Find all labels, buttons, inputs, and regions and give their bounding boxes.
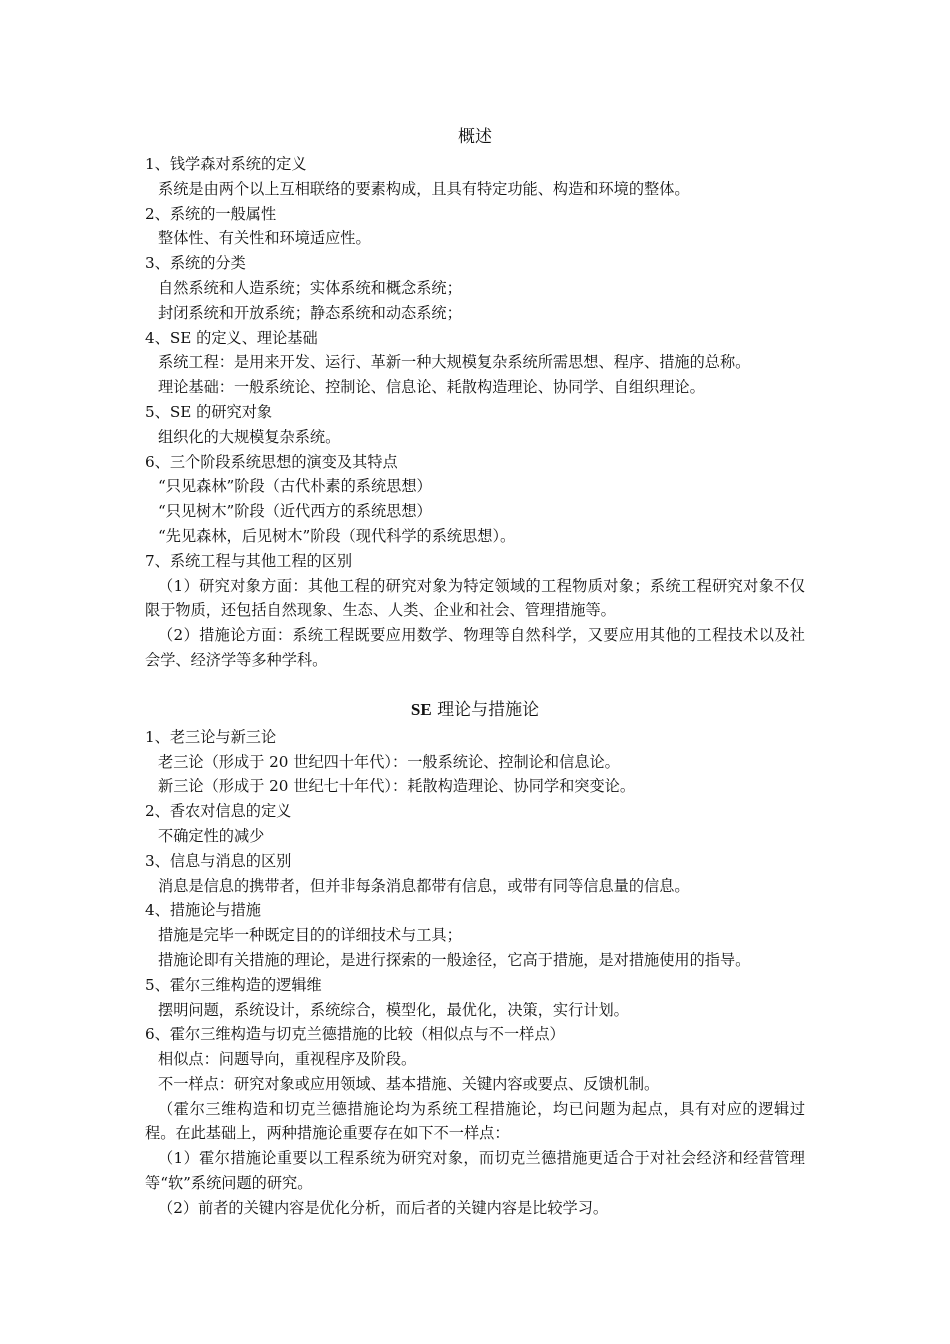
item-heading: 2、香农对信息的定义 [145, 802, 292, 821]
item-text: 封闭系统和开放系统；静态系统和动态系统； [158, 303, 462, 322]
document-body [145, 122, 805, 1221]
section-se-theory [145, 725, 805, 1221]
item-heading: 2、系统的一般属性 [145, 204, 277, 223]
item-heading: 5、SE 的研究对象 [145, 402, 273, 421]
item-text: 自然系统和人造系统；实体系统和概念系统； [158, 278, 462, 297]
item-text: 不确定性的减少 [158, 826, 265, 845]
section-title-overview: 概述 [458, 127, 492, 147]
item-heading: 4、SE 的定义、理论基础 [145, 328, 318, 347]
item-heading: 4、措施论与措施 [145, 901, 261, 920]
section-title-se-theory [145, 695, 805, 725]
item-text: 老三论（形成于 20 世纪四十年代）：一般系统论、控制论和信息论。 [158, 752, 620, 771]
section-overview [145, 152, 805, 673]
item-text: 组织化的大规模复杂系统。 [158, 427, 341, 446]
item-paragraph: （1）霍尔措施论重要以工程系统为研究对象，而切克兰德措施更适合于对社会经济和经营管理等“软”系统问题的研究。 [145, 1149, 805, 1193]
item-text: “只见树木”阶段（近代西方的系统思想） [158, 502, 432, 521]
item-text: 系统工程：是用来开发、运行、革新一种大规模复杂系统所需思想、程序、措施的总称。 [158, 353, 751, 372]
item-text: 不一样点：研究对象或应用领域、基本措施、关键内容或要点、反馈机制。 [158, 1074, 660, 1093]
section-title-rest: 理论与措施论 [431, 699, 540, 720]
item-paragraph: （2）措施论方面：系统工程既要应用数学、物理等自然科学，又要应用其他的工程技术以及社会学、经济学等多种学科。 [145, 626, 805, 669]
item-text: 措施是完毕一种既定目的的详细技术与工具； [158, 926, 462, 945]
item-text: 摆明问题，系统设计，系统综合，模型化，最优化，决策，实行计划。 [158, 1000, 629, 1019]
item-heading: 1、老三论与新三论 [145, 727, 277, 746]
section-title-prefix: SE [410, 699, 432, 719]
item-paragraph: （霍尔三维构造和切克兰德措施论均为系统工程措施论，均已问题为起点，具有对应的逻辑过程。在此基础上，两种措施论重要存在如下不一样点： [145, 1099, 805, 1143]
item-text: 相似点：问题导向，重视程序及阶段。 [158, 1050, 417, 1069]
item-heading: 3、系统的分类 [145, 254, 246, 273]
item-text: “只见森林”阶段（古代朴素的系统思想） [158, 477, 432, 496]
item-heading: 6、霍尔三维构造与切克兰德措施的比较（相似点与不一样点） [145, 1025, 565, 1044]
item-text: 消息是信息的携带者，但并非每条消息都带有信息，或带有同等信息量的信息。 [158, 876, 690, 895]
item-text: 整体性、有关性和环境适应性。 [158, 229, 371, 248]
item-heading: 7、系统工程与其他工程的区别 [145, 551, 353, 570]
item-text: （2）前者的关键内容是优化分析，而后者的关键内容是比较学习。 [158, 1198, 609, 1217]
item-text: 理论基础：一般系统论、控制论、信息论、耗散构造理论、协同学、自组织理论。 [158, 378, 705, 397]
item-heading: 6、三个阶段系统思想的演变及其特点 [145, 452, 398, 471]
item-heading: 3、信息与消息的区别 [145, 851, 292, 870]
item-paragraph: （1）研究对象方面：其他工程的研究对象为特定领域的工程物质对象；系统工程研究对象不仅限于物质，还包括自然现象、生态、人类、企业和社会、管理措施等。 [145, 576, 805, 620]
item-heading: 5、霍尔三维构造的逻辑维 [145, 975, 322, 994]
item-text: 系统是由两个以上互相联络的要素构成，且具有特定功能、构造和环境的整体。 [158, 179, 690, 198]
item-text: “先见森林，后见树木”阶段（现代科学的系统思想）。 [158, 526, 516, 545]
item-heading: 1、钱学森对系统的定义 [145, 155, 307, 173]
item-text: 措施论即有关措施的理论，是进行探索的一般途径，它高于措施，是对措施使用的指导。 [158, 950, 751, 969]
item-text: 新三论（形成于 20 世纪七十年代）：耗散构造理论、协同学和突变论。 [158, 777, 636, 796]
